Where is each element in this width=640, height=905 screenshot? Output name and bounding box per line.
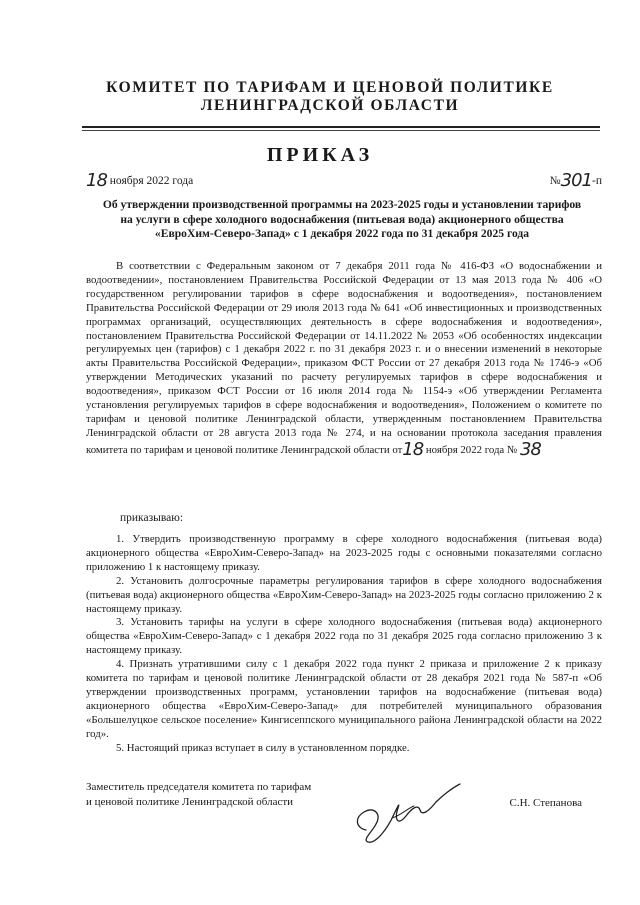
signatory-position-line-2: и ценовой политике Ленинградской области bbox=[86, 795, 294, 808]
organization-name-line-1: КОМИТЕТ ПО ТАРИФАМ И ЦЕНОВОЙ ПОЛИТИКЕ bbox=[106, 79, 554, 96]
date-number-line bbox=[86, 170, 602, 192]
order-item-4: 4. Признать утратившими силу с 1 декабря 2022 года пункт 2 приказа и приложение 2 к приказу комитета по тарифам и ценовой политике Ленинградской области от 28 декабря 2021 года № 587-п «Об утверждении производственных программ, установлении тарифов на водоснабжение (питьевая вода) акционерного общества «ЕвроХим-Северо-Запад» для потребителей муниципального образования «Большелуцкое сельское поселение» Кингисеппского муниципального района Ленинградской области на 2022 год». bbox=[86, 658, 602, 740]
number-suffix: -п bbox=[592, 175, 602, 187]
order-title-line-2: на услуги в сфере холодного водоснабжения (питьевая вода) акционерного общества bbox=[120, 212, 564, 226]
order-item-2: 2. Установить долгосрочные параметры регулирования тарифов в сфере холодного водоснабжения (питьевая вода) акционерного общества «ЕвроХим-Северо-Запад» на 2023-2025 годы согласно приложению 2 к настоящему приказу. bbox=[86, 574, 602, 615]
organization-name bbox=[60, 79, 600, 115]
order-title-line-3: «ЕвроХим-Северо-Запад» с 1 декабря 2022 года по 31 декабря 2025 года bbox=[154, 227, 530, 240]
header-rule-thick bbox=[82, 126, 600, 128]
order-title bbox=[80, 198, 604, 242]
handwritten-protocol-number: 38 bbox=[519, 438, 541, 460]
protocol-from: от bbox=[392, 443, 403, 456]
signatory-position-line-1: Заместитель председателя комитета по тарифам bbox=[86, 781, 312, 793]
order-operative-word: приказываю: bbox=[120, 512, 184, 524]
order-item-1: 1. Утвердить производственную программу в сфере холодного водоснабжения (питьевая вода) акционерного общества «ЕвроХим-Северо-Запад» на 2023-2025 годы с основными показателями согласно приложению 1 к настоящему приказу. bbox=[86, 533, 602, 573]
header-rule-thin bbox=[82, 130, 600, 131]
order-title-line-1: Об утверждении производственной программы на 2023-2025 годы и установлении тарифов bbox=[102, 198, 582, 211]
preamble-paragraph bbox=[86, 260, 602, 458]
handwritten-protocol-day: 18 bbox=[402, 438, 424, 460]
signatory-position bbox=[86, 780, 311, 809]
order-item-5: 5. Настоящий приказ вступает в силу в установленном порядке. bbox=[116, 741, 410, 754]
order-number bbox=[550, 168, 602, 189]
handwritten-signature bbox=[348, 778, 468, 848]
protocol-date: ноября 2022 года № bbox=[425, 443, 518, 456]
document-type-heading: ПРИКАЗ bbox=[266, 144, 374, 166]
handwritten-order-number: 301 bbox=[560, 170, 593, 191]
order-date bbox=[86, 168, 193, 189]
number-sign: № bbox=[549, 175, 561, 187]
organization-name-line-2: ЛЕНИНГРАДСКОЙ ОБЛАСТИ bbox=[200, 97, 460, 114]
preamble bbox=[86, 260, 602, 458]
order-items bbox=[86, 533, 602, 756]
preamble-text: В соответствии с Федеральным законом от 7 декабря 2011 года № 416-ФЗ «О водоснабжении и водоотведении», постановлением Правительства Российской Федерации от 13 мая 2013 года № 406 «О государственном регулировании тарифов в сфере водоснабжения и водоотведения», постановлением Правительства Российской Федерации от 29 июля 2013 года № 641 «Об инвестиционных и производственных программах организаций, осуществляющих деятельность в сфере водоснабжения и водоотведения», постановлением Правительства Российской Федерации от 14.11.2022 № 2053 «Об особенностях индексации регулируемых цен (тарифов) с 1 декабря 2022 г. по 31 декабря 2023 г. и о внесении изменений в некоторые акты Правительства Российской Федерации», приказом ФСТ России от 27 декабря 2013 года № 1746-э «Об утверждении Методических указаний по расчету регулируемых тарифов в сфере водоснабжения и водоотведения», приказом ФСТ России от 16 июля 2014 года № 1154-э «Об утверждении Регламента установления регулируемых тарифов в сфере водоснабжения и водоотведения», Положением о комитете по тарифам и ценовой политике Ленинградской области, утвержденным постановлением Правительства Ленинградской области от 28 августа 2013 года № 274, и на основании протокола заседания правления комитета по тарифам и ценовой политике Ленинградской области bbox=[86, 260, 602, 456]
order-item-3: 3. Установить тарифы на услуги в сфере холодного водоснабжения (питьевая вода) акционерного общества «ЕвроХим-Северо-Запад» с 1 декабря 2022 года по 31 декабря 2025 года согласно приложению 3 к настоящему приказу. bbox=[86, 616, 602, 657]
handwritten-day: 18 bbox=[86, 170, 107, 191]
order-date-text: ноября 2022 года bbox=[109, 175, 194, 187]
signatory-name: С.Н. Степанова bbox=[509, 797, 582, 809]
